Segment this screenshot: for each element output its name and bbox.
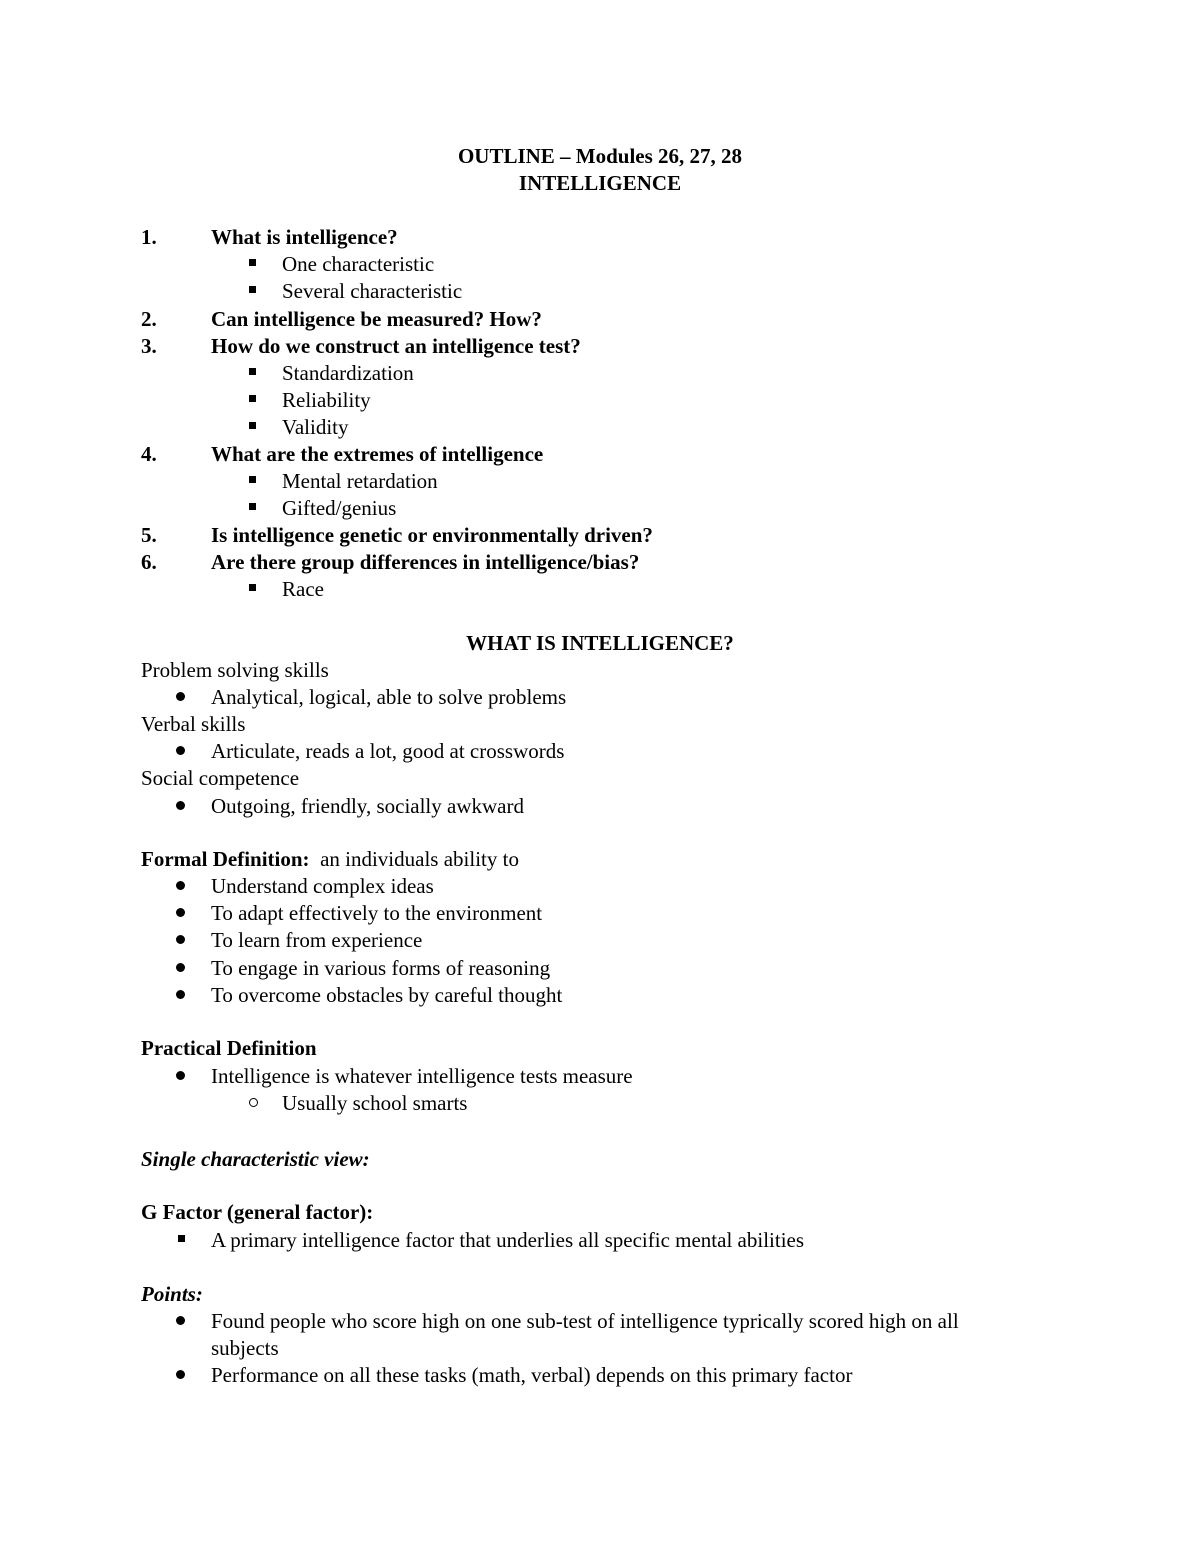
bullet-icon xyxy=(176,881,185,890)
skill-description: Analytical, logical, able to solve problems xyxy=(211,685,567,709)
section-heading: WHAT IS INTELLIGENCE? xyxy=(466,631,734,655)
bullet-icon xyxy=(176,908,185,917)
practical-definition-item: Intelligence is whatever intelligence tests measure xyxy=(211,1064,633,1088)
outline-sub-item: Reliability xyxy=(282,388,371,412)
square-bullet-icon xyxy=(249,259,256,266)
bullet-icon xyxy=(176,801,185,810)
square-bullet-icon xyxy=(249,368,256,375)
practical-definition-subitem: Usually school smarts xyxy=(282,1091,468,1115)
square-bullet-icon xyxy=(249,503,256,510)
g-factor-label: G Factor (general factor): xyxy=(141,1200,374,1224)
skill-label: Problem solving skills xyxy=(141,658,329,682)
square-bullet-icon xyxy=(249,476,256,483)
points-item-continuation: subjects xyxy=(211,1336,279,1360)
bullet-icon xyxy=(176,1370,185,1379)
bullet-icon xyxy=(176,1316,185,1325)
outline-question: Can intelligence be measured? How? xyxy=(211,307,542,331)
outline-question: What are the extremes of intelligence xyxy=(211,442,544,466)
points-label: Points: xyxy=(141,1282,203,1306)
bullet-icon xyxy=(176,990,185,999)
points-item: Performance on all these tasks (math, verbal) depends on this primary factor xyxy=(211,1363,853,1387)
bullet-icon xyxy=(176,1071,185,1080)
formal-definition-item: To engage in various forms of reasoning xyxy=(211,956,551,980)
square-bullet-icon xyxy=(249,286,256,293)
skill-description: Outgoing, friendly, socially awkward xyxy=(211,794,524,818)
skill-description: Articulate, reads a lot, good at crosswords xyxy=(211,739,565,763)
skill-label: Verbal skills xyxy=(141,712,246,736)
square-bullet-icon xyxy=(249,395,256,402)
outline-sub-item: One characteristic xyxy=(282,252,435,276)
outline-sub-item: Gifted/genius xyxy=(282,496,397,520)
points-item: Found people who score high on one sub-test of intelligence typrically scored high on all xyxy=(211,1309,959,1333)
formal-definition-item: To overcome obstacles by careful thought xyxy=(211,983,563,1007)
outline-question: Are there group differences in intelligence/bias? xyxy=(211,550,640,574)
outline-number: 5. xyxy=(141,523,157,547)
square-bullet-icon xyxy=(178,1235,185,1242)
formal-definition-item: To learn from experience xyxy=(211,928,423,952)
formal-definition-item: Understand complex ideas xyxy=(211,874,434,898)
g-factor-item: A primary intelligence factor that underlies all specific mental abilities xyxy=(211,1228,805,1252)
skill-label: Social competence xyxy=(141,766,300,790)
outline-sub-item: Standardization xyxy=(282,361,414,385)
bullet-icon xyxy=(176,935,185,944)
document-title: OUTLINE – Modules 26, 27, 28 xyxy=(457,144,743,168)
practical-definition-label: Practical Definition xyxy=(141,1036,317,1060)
outline-number: 1. xyxy=(141,225,157,249)
square-bullet-icon xyxy=(249,584,256,591)
single-characteristic-heading: Single characteristic view: xyxy=(141,1147,370,1171)
outline-sub-item: Race xyxy=(282,577,324,601)
outline-number: 2. xyxy=(141,307,157,331)
outline-number: 4. xyxy=(141,442,157,466)
formal-definition-line xyxy=(141,846,519,873)
outline-sub-item: Mental retardation xyxy=(282,469,438,493)
outline-sub-item: Validity xyxy=(282,415,349,439)
document-subtitle: INTELLIGENCE xyxy=(518,171,682,195)
hollow-bullet-icon xyxy=(249,1098,258,1107)
outline-number: 6. xyxy=(141,550,157,574)
outline-question: Is intelligence genetic or environmentally driven? xyxy=(211,523,653,547)
outline-sub-item: Several characteristic xyxy=(282,279,463,303)
bullet-icon xyxy=(176,746,185,755)
formal-definition-item: To adapt effectively to the environment xyxy=(211,901,543,925)
outline-number: 3. xyxy=(141,334,157,358)
square-bullet-icon xyxy=(249,422,256,429)
bullet-icon xyxy=(176,963,185,972)
outline-question: How do we construct an intelligence test? xyxy=(211,334,581,358)
formal-definition-text: an individuals ability to xyxy=(309,847,519,871)
outline-question: What is intelligence? xyxy=(211,225,398,249)
bullet-icon xyxy=(176,692,185,701)
formal-definition-label: Formal Definition: xyxy=(141,847,310,871)
